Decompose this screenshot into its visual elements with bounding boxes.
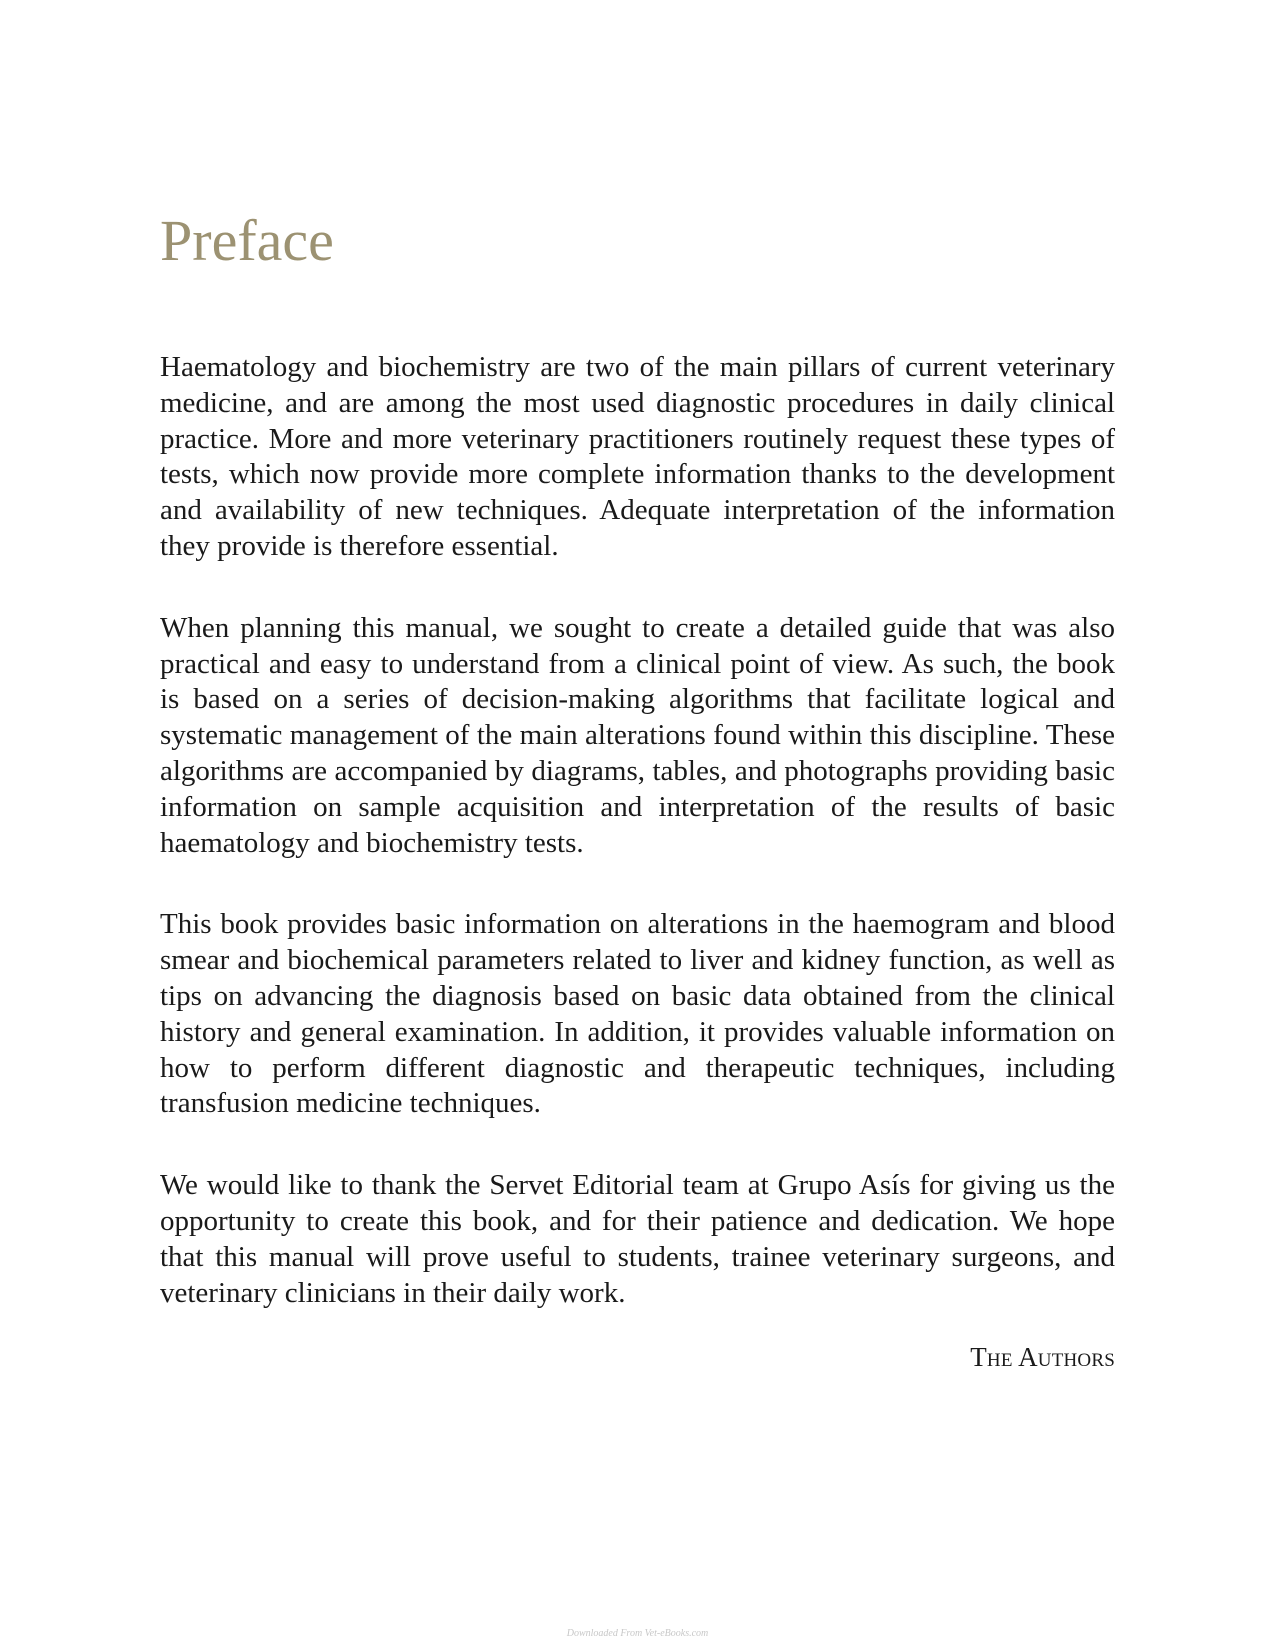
preface-body	[160, 350, 1115, 1373]
signature: The Authors	[970, 1342, 1115, 1373]
footer-watermark: Downloaded From Vet-eBooks.com	[566, 1628, 709, 1639]
page-title: Preface	[160, 208, 334, 273]
paragraph-2: When planning this manual, we sought to create a detailed guide that was also practical and easy to understand from a clinical point of view. As such, the book is based on a series of decision-making algorithms that facilitate logical and systematic management of the main alterations found within this discipline. These algorithms are accompanied by diagrams, tables, and photographs providing basic information on sample acquisition and interpretation of the results of basic haematology and biochemistry tests.	[160, 611, 1115, 859]
paragraph-3: This book provides basic information on alterations in the haemogram and blood smear and biochemical parameters related to liver and kidney function, as well as tips on advancing the diagnosis based on basic data obtained from the clinical history and general examination. In addition, it provides valuable information on how to perform different diagnostic and therapeutic techniques, including transfusion medicine techniques.	[160, 908, 1115, 1120]
paragraph-1: Haematology and biochemistry are two of the main pillars of current veterinary medicine, and are among the most used diagnostic procedures in daily clinical practice. More and more veterinary practitioners routinely request these types of tests, which now provide more complete information thanks to the development and availability of new techniques. Adequate interpretation of the information they provide is therefore essential.	[160, 351, 1115, 562]
paragraph-4: We would like to thank the Servet Editorial team at Grupo Asís for giving us the opportunity to create this book, and for their patience and dedication. We hope that this manual will prove useful to students, trainee veterinary surgeons, and veterinary clinicians in their daily work.	[160, 1169, 1115, 1309]
